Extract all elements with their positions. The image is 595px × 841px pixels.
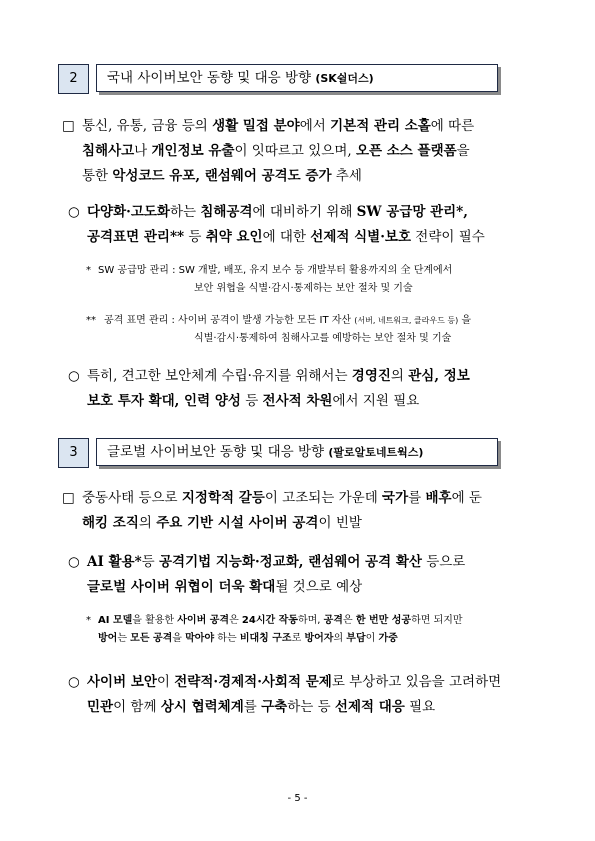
text-line: 식별·감시·통제하여 침해사고를 예방하는 보안 절차 및 기술 xyxy=(194,333,452,344)
footnote xyxy=(86,612,463,648)
section-3-header xyxy=(58,438,498,468)
circle-bullet-icon: ○ xyxy=(68,368,80,384)
section-title: 글로벌 사이버보안 동향 및 대응 방향 (팔로알토네트웍스) xyxy=(96,438,498,466)
section-source: (팔로알토네트웍스) xyxy=(328,446,424,459)
text-line: 글로벌 사이버 위협이 더욱 확대될 것으로 예상 xyxy=(87,579,363,595)
sub-bullet-paragraph xyxy=(68,550,542,600)
section-title: 국내 사이버보안 동향 및 대응 방향 (SK쉴더스) xyxy=(96,64,498,92)
text-line: 공격 표면 관리 : 사이버 공격이 발생 가능한 모든 IT 자산 (서버, 네트워크, 클라우드 등) 을 xyxy=(104,315,472,326)
text-line: 사이버 보안이 전략적·경제적·사회적 문제로 부상하고 있음을 고려하면 xyxy=(87,674,502,690)
circle-bullet-icon: ○ xyxy=(68,674,80,690)
square-bullet-icon: □ xyxy=(62,118,75,134)
text-line: 통신, 유통, 금융 등의 생활 밀접 분야에서 기본적 관리 소홀에 따른 xyxy=(82,118,475,134)
text-line: 통한 악성코드 유포, 랜섬웨어 공격도 증가 추세 xyxy=(82,168,362,184)
text-line: 공격표면 관리** 등 취약 요인에 대한 선제적 식별·보호 전략이 필수 xyxy=(87,229,485,245)
section-2-header xyxy=(58,64,498,94)
footnote-marker: * xyxy=(86,265,91,276)
text-line: AI 모델을 활용한 사이버 공격은 24시간 작동하며, 공격은 한 번만 성공하면 되지만 xyxy=(98,615,463,626)
sub-bullet-paragraph xyxy=(68,670,542,720)
sub-bullet-paragraph xyxy=(68,364,542,414)
text-line: 보안 위협을 식별·감시·통제하는 보안 절차 및 기술 xyxy=(194,283,413,294)
text-line: 방어는 모든 공격을 막아야 하는 비대칭 구조로 방어자의 부담이 가중 xyxy=(98,633,398,644)
page-number: - 5 - xyxy=(287,793,308,804)
square-bullet-icon: □ xyxy=(62,490,75,506)
text-line: 침해사고나 개인정보 유출이 잇따르고 있으며, 오픈 소스 플랫폼을 xyxy=(82,143,470,159)
circle-bullet-icon: ○ xyxy=(68,204,80,220)
footnote xyxy=(86,262,452,298)
text-line: 특히, 견고한 보안체계 수립·유지를 위해서는 경영진의 관심, 정보 xyxy=(87,368,470,384)
footnote xyxy=(86,312,471,348)
section-number: 2 xyxy=(58,64,89,94)
text-line: 해킹 조직의 주요 기반 시설 사이버 공격이 빈발 xyxy=(82,515,362,531)
text-line: 민관이 함께 상시 협력체계를 구축하는 등 선제적 대응 필요 xyxy=(87,699,436,715)
text-line: AI 활용*등 공격기법 지능화·정교화, 랜섬웨어 공격 확산 등으로 xyxy=(87,554,466,570)
bullet-paragraph xyxy=(62,114,542,189)
text-line: SW 공급망 관리 : SW 개발, 배포, 유지 보수 등 개발부터 활용까지의 全 단계에서 xyxy=(98,265,453,276)
footnote-marker: ** xyxy=(86,315,96,326)
sub-bullet-paragraph xyxy=(68,200,542,250)
text-line: 중동사태 등으로 지정학적 갈등이 고조되는 가운데 국가를 배후에 둔 xyxy=(82,490,482,506)
footnote-marker: * xyxy=(86,615,91,626)
text-line: 다양화·고도화하는 침해공격에 대비하기 위해 SW 공급망 관리*, xyxy=(87,204,468,220)
circle-bullet-icon: ○ xyxy=(68,554,80,570)
bullet-paragraph xyxy=(62,486,542,536)
section-source: (SK쉴더스) xyxy=(315,72,374,85)
section-number: 3 xyxy=(58,438,89,468)
text-line: 보호 투자 확대, 인력 양성 등 전사적 차원에서 지원 필요 xyxy=(87,393,420,409)
